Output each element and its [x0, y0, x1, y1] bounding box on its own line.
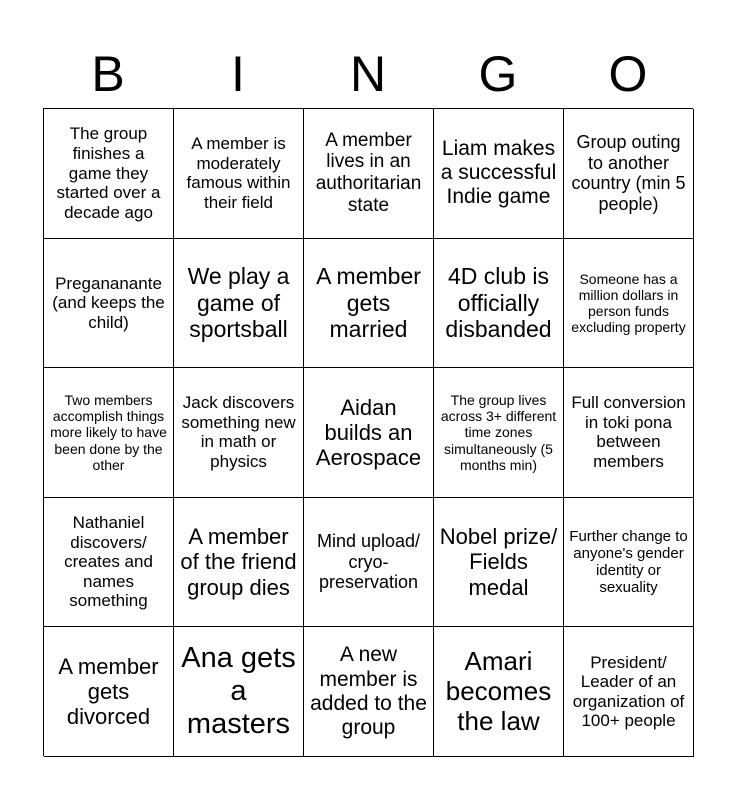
bingo-cell-text: We play a game of sportsball	[187, 263, 290, 343]
bingo-cell-text: Someone has a million dollars in person funds excluding property	[571, 270, 686, 335]
bingo-cell-r3c4[interactable]	[434, 368, 564, 498]
bingo-cell-r1c2[interactable]	[174, 109, 304, 239]
bingo-cell-r5c4[interactable]	[434, 627, 564, 757]
header-letter-o: O	[608, 46, 648, 102]
bingo-cell-r5c3[interactable]	[304, 627, 434, 757]
header-letter-n: N	[349, 46, 387, 102]
bingo-cell-r5c1[interactable]	[44, 627, 174, 757]
bingo-cell-text: 4D club is officially disbanded	[445, 263, 552, 343]
bingo-cell-text: Jack discovers something new in math or physics	[181, 393, 296, 472]
bingo-cell-r3c1[interactable]	[44, 368, 174, 498]
bingo-cell-r1c4[interactable]	[434, 109, 564, 239]
bingo-cell-r5c5[interactable]	[564, 627, 694, 757]
bingo-cell-r2c5[interactable]	[564, 239, 694, 369]
header-letter-i: I	[231, 46, 245, 102]
bingo-cell-text: President/ Leader of an organization of 100+ people	[572, 652, 685, 731]
bingo-cell-r4c1[interactable]	[44, 498, 174, 628]
bingo-cell-r4c5[interactable]	[564, 498, 694, 628]
bingo-cell-text: Group outing to another country (min 5 people)	[571, 131, 686, 214]
bingo-cell-text: Ana gets a masters	[181, 641, 296, 741]
bingo-cell-r5c2[interactable]	[174, 627, 304, 757]
bingo-cell-text: Nathaniel discovers/ creates and names something	[64, 513, 153, 611]
bingo-cell-r2c1[interactable]	[44, 239, 174, 369]
bingo-cell-r4c3[interactable]	[304, 498, 434, 628]
bingo-grid	[43, 108, 693, 756]
bingo-cell-text: Mind upload/ cryo-preservation	[316, 531, 421, 593]
bingo-cell-text: Further change to anyone's gender identity or sexuality	[569, 527, 688, 597]
bingo-cell-text: Liam makes a successful Indie game	[440, 137, 557, 209]
bingo-cell-r3c2[interactable]	[174, 368, 304, 498]
bingo-cell-r1c1[interactable]	[44, 109, 174, 239]
header-letter-b: B	[91, 46, 125, 102]
bingo-cell-text: The group lives across 3+ different time zones simultaneously (5 months min)	[440, 392, 557, 473]
bingo-cell-text: A member of the friend group dies	[180, 524, 297, 600]
bingo-cell-text: Nobel prize/ Fields medal	[439, 524, 558, 600]
bingo-cell-r3c5[interactable]	[564, 368, 694, 498]
bingo-cell-text: A member gets divorced	[58, 653, 159, 730]
bingo-cell-text: Aidan builds an Aerospace	[315, 394, 422, 471]
bingo-cell-r1c3[interactable]	[304, 109, 434, 239]
bingo-cell-r1c5[interactable]	[564, 109, 694, 239]
bingo-cell-text: Full conversion in toki pona between members	[571, 393, 686, 472]
bingo-header	[43, 40, 693, 108]
bingo-cell-r2c4[interactable]	[434, 239, 564, 369]
header-letter-g: G	[478, 46, 518, 102]
bingo-cell-text: A member lives in an authoritarian state	[315, 129, 422, 217]
bingo-cell-text: A new member is added to the group	[310, 643, 427, 739]
bingo-cell-text: A member is moderately famous within their field	[186, 134, 291, 212]
bingo-cell-text: Two members accomplish things more likely to have been done by the other	[50, 392, 167, 473]
bingo-cell-r4c4[interactable]	[434, 498, 564, 628]
bingo-cell-r2c2[interactable]	[174, 239, 304, 369]
bingo-cell-text: The group finishes a game they started over a decade ago	[56, 124, 161, 222]
bingo-cell-r2c3[interactable]	[304, 239, 434, 369]
bingo-cell-text: Amari becomes the law	[445, 645, 552, 736]
bingo-cell-text: A member gets married	[316, 263, 421, 343]
bingo-cell-r3c3[interactable]	[304, 368, 434, 498]
bingo-cell-text: Pregananante (and keeps the child)	[52, 273, 165, 332]
bingo-cell-r4c2[interactable]	[174, 498, 304, 628]
